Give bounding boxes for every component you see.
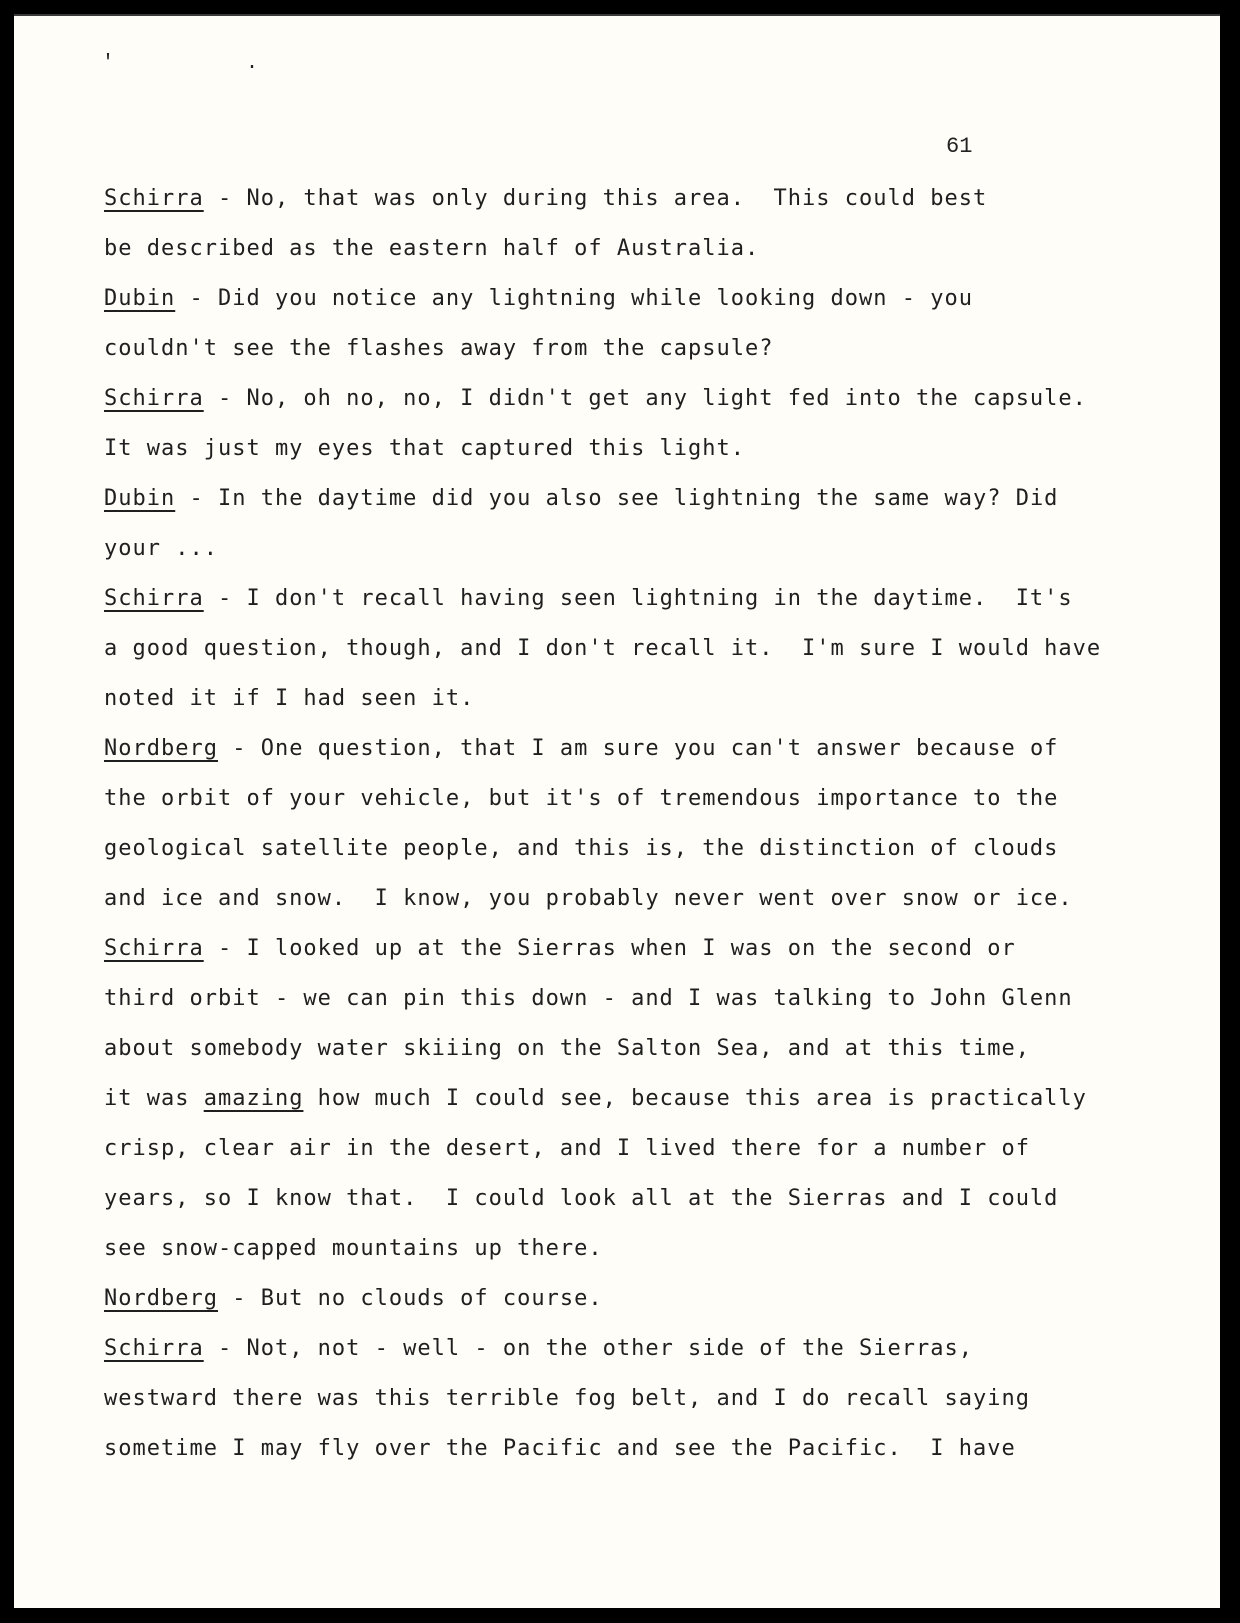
transcript-line [104, 1274, 1144, 1324]
line-text: - Not, not - well - on the other side of the Sierras, [203, 1336, 973, 1361]
transcript-line [104, 1324, 1144, 1374]
transcript-line [104, 624, 1144, 674]
line-text: - One question, that I am sure you can't answer because of [217, 736, 1059, 761]
line-text: a good question, though, and I don't recall it. I'm sure I would have [104, 636, 1102, 661]
line-text: the orbit of your vehicle, but it's of tremendous importance to the [104, 786, 1059, 811]
punch-marks: ' . [102, 52, 319, 75]
line-text: geological satellite people, and this is, the distinction of clouds [104, 836, 1059, 861]
underlined-word: amazing [203, 1086, 304, 1111]
transcript-line [104, 324, 1144, 374]
speaker-name: Schirra [104, 386, 204, 411]
line-text: about somebody water skiiing on the Salton Sea, and at this time, [104, 1036, 1030, 1061]
speaker-name: Schirra [104, 586, 204, 611]
transcript-line [104, 1224, 1144, 1274]
line-text: noted it if I had seen it. [104, 686, 475, 711]
transcript-line [104, 274, 1144, 324]
line-text: - In the daytime did you also see lightning the same way? Did [175, 486, 1059, 511]
transcript-line [104, 224, 1144, 274]
line-text: your ... [104, 536, 218, 561]
line-text: westward there was this terrible fog belt, and I do recall saying [104, 1386, 1030, 1411]
speaker-name: Schirra [104, 1336, 204, 1361]
speaker-name: Schirra [104, 186, 204, 211]
line-text: crisp, clear air in the desert, and I lived there for a number of [104, 1136, 1030, 1161]
line-text-post: how much I could see, because this area is practically [303, 1086, 1087, 1111]
transcript-line [104, 1424, 1144, 1474]
line-text: - But no clouds of course. [217, 1286, 603, 1311]
speaker-name: Nordberg [104, 1286, 218, 1311]
transcript-line [104, 1074, 1144, 1124]
transcript-line [104, 1174, 1144, 1224]
page-number: 61 [946, 134, 973, 159]
transcript-line [104, 874, 1144, 924]
transcript-line [104, 424, 1144, 474]
line-text: - I don't recall having seen lightning in the daytime. It's [203, 586, 1073, 611]
transcript-line [104, 974, 1144, 1024]
line-text: couldn't see the flashes away from the capsule? [104, 336, 774, 361]
transcript-line [104, 1024, 1144, 1074]
transcript-line [104, 924, 1144, 974]
page-top-edge [14, 14, 1220, 16]
line-text: - No, that was only during this area. This could best [203, 186, 988, 211]
line-text: sometime I may fly over the Pacific and see the Pacific. I have [104, 1436, 1016, 1461]
speaker-name: Schirra [104, 936, 204, 961]
transcript-line [104, 374, 1144, 424]
speaker-name: Dubin [104, 486, 176, 511]
transcript-line [104, 174, 1144, 224]
transcript-line [104, 524, 1144, 574]
line-text: - No, oh no, no, I didn't get any light fed into the capsule. [203, 386, 1087, 411]
line-text: years, so I know that. I could look all at the Sierras and I could [104, 1186, 1059, 1211]
transcript-line [104, 674, 1144, 724]
line-text: - I looked up at the Sierras when I was on the second or [203, 936, 1016, 961]
transcript-body [104, 174, 1144, 1474]
line-text: and ice and snow. I know, you probably never went over snow or ice. [104, 886, 1073, 911]
speaker-name: Dubin [104, 286, 176, 311]
transcript-line [104, 574, 1144, 624]
speaker-name: Nordberg [104, 736, 218, 761]
transcript-line [104, 1374, 1144, 1424]
transcript-line [104, 1124, 1144, 1174]
transcript-line [104, 774, 1144, 824]
document-page [14, 14, 1220, 1608]
transcript-line [104, 474, 1144, 524]
line-text: It was just my eyes that captured this light. [104, 436, 746, 461]
line-text: see snow-capped mountains up there. [104, 1236, 603, 1261]
line-text: - Did you notice any lightning while looking down - you [175, 286, 973, 311]
transcript-line [104, 824, 1144, 874]
line-text: be described as the eastern half of Australia. [104, 236, 760, 261]
line-text: third orbit - we can pin this down - and I was talking to John Glenn [104, 986, 1073, 1011]
line-text-pre: it was [104, 1086, 204, 1111]
transcript-line [104, 724, 1144, 774]
